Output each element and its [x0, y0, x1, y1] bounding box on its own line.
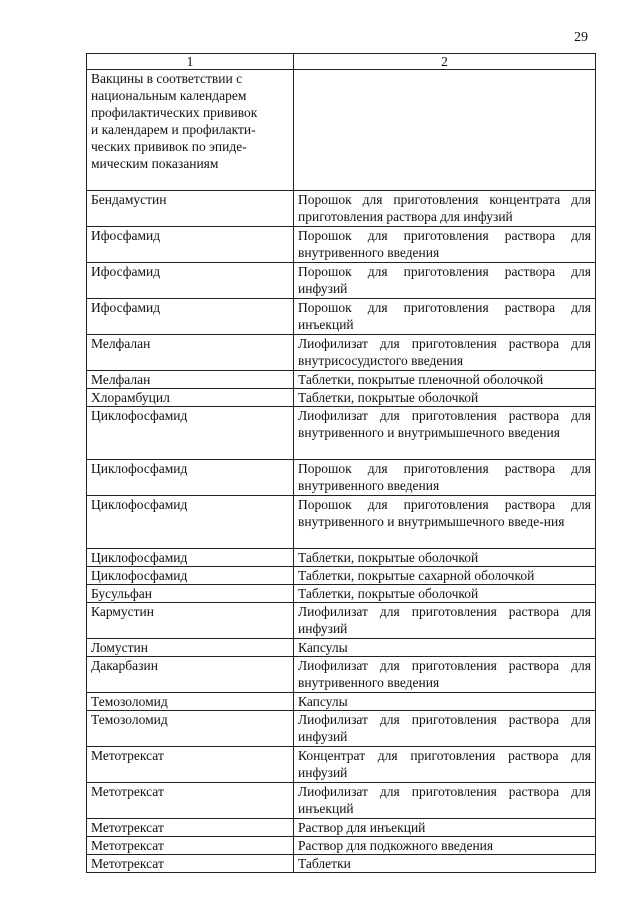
drug-forms-table: [86, 53, 596, 873]
dosage-form-cell: Лиофилизат для приготовления раствора для внутрисосудистого введения: [294, 335, 596, 371]
dosage-form-cell: Таблетки: [294, 855, 596, 873]
dosage-form-cell: Таблетки, покрытые оболочкой: [294, 585, 596, 603]
table-row: [87, 819, 596, 837]
drug-name-cell: Хлорамбуцил: [87, 389, 294, 407]
table-row: [87, 657, 596, 693]
column-header-1: 1: [87, 54, 294, 70]
drug-name-cell: Метотрексат: [87, 855, 294, 873]
drug-name-cell: Дакарбазин: [87, 657, 294, 693]
drug-name-cell: Метотрексат: [87, 747, 294, 783]
dosage-form-cell: Лиофилизат для приготовления раствора для внутривенного введения: [294, 657, 596, 693]
drug-name-cell: Циклофосфамид: [87, 407, 294, 460]
dosage-form-cell: Порошок для приготовления раствора для инъекций: [294, 299, 596, 335]
dosage-form-cell: Таблетки, покрытые оболочкой: [294, 549, 596, 567]
table-row: [87, 407, 596, 460]
dosage-form-cell: Порошок для приготовления концентрата для приготовления раствора для инфузий: [294, 191, 596, 227]
dosage-form-cell: Таблетки, покрытые оболочкой: [294, 389, 596, 407]
drug-name-cell: Бендамустин: [87, 191, 294, 227]
table-row: [87, 837, 596, 855]
table-row: [87, 70, 596, 191]
dosage-form-cell: Раствор для подкожного введения: [294, 837, 596, 855]
dosage-form-cell: Концентрат для приготовления раствора для инфузий: [294, 747, 596, 783]
drug-name-cell: Циклофосфамид: [87, 496, 294, 549]
table-row: [87, 603, 596, 639]
dosage-form-cell: [294, 70, 596, 191]
drug-name-cell: Ломустин: [87, 639, 294, 657]
drug-name-cell: Циклофосфамид: [87, 567, 294, 585]
table-row: [87, 711, 596, 747]
drug-name-cell: Циклофосфамид: [87, 549, 294, 567]
column-header-2: 2: [294, 54, 596, 70]
drug-name-cell: Метотрексат: [87, 783, 294, 819]
table-row: [87, 855, 596, 873]
dosage-form-cell: Лиофилизат для приготовления раствора для инфузий: [294, 603, 596, 639]
drug-name-cell: Кармустин: [87, 603, 294, 639]
drug-name-cell: Циклофосфамид: [87, 460, 294, 496]
drug-name-cell: Ифосфамид: [87, 263, 294, 299]
dosage-form-cell: Порошок для приготовления раствора для внутривенного введения: [294, 460, 596, 496]
table-row: [87, 585, 596, 603]
table-row: [87, 639, 596, 657]
drug-name-cell: Темозоломид: [87, 711, 294, 747]
table-header-row: [87, 54, 596, 70]
table-row: [87, 747, 596, 783]
drug-name-cell: Ифосфамид: [87, 299, 294, 335]
dosage-form-cell: Таблетки, покрытые пленочной оболочкой: [294, 371, 596, 389]
dosage-form-cell: Порошок для приготовления раствора для внутривенного введения: [294, 227, 596, 263]
drug-name-cell: Мелфалан: [87, 335, 294, 371]
page-number: 29: [574, 30, 588, 45]
dosage-form-cell: Лиофилизат для приготовления раствора для инфузий: [294, 711, 596, 747]
table-row: [87, 227, 596, 263]
table-row: [87, 783, 596, 819]
drug-name-cell: Метотрексат: [87, 819, 294, 837]
table-row: [87, 460, 596, 496]
table-row: [87, 389, 596, 407]
dosage-form-cell: Капсулы: [294, 693, 596, 711]
table-row: [87, 299, 596, 335]
drug-name-cell: Метотрексат: [87, 837, 294, 855]
drug-name-cell: Вакцины в соответствии с национальным календарем профилактических прививок и календарем и профилакти- ческих прививок по эпиде- мическим показаниям: [87, 70, 294, 191]
dosage-form-cell: Лиофилизат для приготовления раствора для внутривенного и внутримышечного введения: [294, 407, 596, 460]
dosage-form-cell: Лиофилизат для приготовления раствора для инъекций: [294, 783, 596, 819]
dosage-form-cell: Таблетки, покрытые сахарной оболочкой: [294, 567, 596, 585]
table-row: [87, 335, 596, 371]
table-row: [87, 567, 596, 585]
table-row: [87, 263, 596, 299]
dosage-form-cell: Раствор для инъекций: [294, 819, 596, 837]
dosage-form-cell: Порошок для приготовления раствора для инфузий: [294, 263, 596, 299]
drug-name-cell: Темозоломид: [87, 693, 294, 711]
drug-name-cell: Бусульфан: [87, 585, 294, 603]
drug-name-cell: Мелфалан: [87, 371, 294, 389]
table-row: [87, 549, 596, 567]
table-body: [87, 54, 596, 873]
table-row: [87, 371, 596, 389]
dosage-form-cell: Порошок для приготовления раствора для внутривенного и внутримышечного введе-ния: [294, 496, 596, 549]
dosage-form-cell: Капсулы: [294, 639, 596, 657]
table-row: [87, 693, 596, 711]
drug-name-cell: Ифосфамид: [87, 227, 294, 263]
table-row: [87, 191, 596, 227]
table-row: [87, 496, 596, 549]
